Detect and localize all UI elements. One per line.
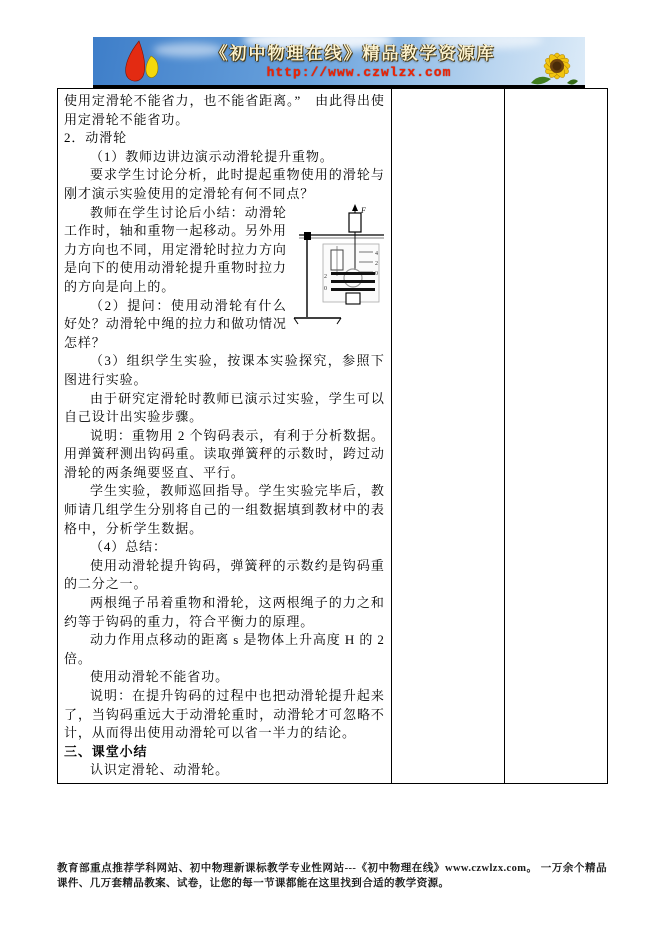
paragraph: （2）提问：使用动滑轮有什么好处？动滑轮中绳的拉力和做功情况怎样？: [64, 297, 287, 350]
footer-promo-text: 教育部重点推荐学科网站、初中物理新课标教学专业性网站---《初中物理在线》www.czwlzx.com。 一万余个精品课件、几万套精品教案、试卷，让您的每一节课都能在这里找到合适的教学资源。: [57, 863, 607, 889]
paragraph: （1）教师边讲边演示动滑轮提升重物。: [90, 148, 334, 164]
paragraph: （3）组织学生实验，按课本实验探究，参照下图进行实验。: [64, 353, 385, 387]
paragraph: 由于研究定滑轮时教师已演示过实验，学生可以自己设计出实验步骤。: [64, 390, 385, 425]
ruler-mark: 0: [323, 285, 327, 292]
paragraph: 学生实验，教师巡回指导。学生实验完毕后，教师请几组学生分别将自己的一组数据填到教材中的表格中，分析学生数据。: [64, 483, 385, 536]
paragraph: 认识定滑轮、动滑轮。: [90, 762, 230, 778]
paragraph: 两根绳子吊着重物和滑轮，这两根绳子的力之和约等于钩码的重力，符合平衡力的原理。: [64, 595, 385, 629]
paragraph: 使用动滑轮不能省功。: [90, 669, 230, 685]
site-banner: [93, 37, 585, 89]
ruler-mark: 2: [374, 260, 378, 267]
banner-url-link[interactable]: http://www.czwlzx.com: [266, 65, 452, 80]
section-heading: 三、课堂小结: [64, 743, 148, 759]
force-label: F: [360, 205, 366, 215]
empty-middle-cell: [391, 89, 505, 783]
paragraph: 使用动滑轮提升钩码，弹簧秤的示数约是钩码重的二分之一。: [64, 557, 385, 592]
paragraph: 说明：在提升钩码的过程中也把动滑轮提升起来了，当钩码重远大于动滑轮重时，动滑轮才可忽略不计，从而得出使用动滑轮可以省一半力的结论。: [64, 688, 385, 741]
paragraph: 要求学生讨论分析，此时提起重物使用的滑轮与刚才演示实验使用的定滑轮有何不同点？: [64, 167, 385, 201]
paragraph: 使用定滑轮不能省力，也不能省距离。” 由此得出使用定滑轮不能省功。: [64, 93, 385, 127]
ruler-mark: 2: [323, 273, 327, 280]
empty-right-cell: [504, 89, 607, 783]
teaching-process-cell: [58, 89, 391, 783]
ruler-mark: 0: [374, 270, 378, 277]
paragraph: （4）总结：: [90, 539, 167, 555]
ruler-mark: 4: [374, 250, 378, 257]
lesson-plan-table: [57, 88, 608, 784]
banner-title: 《初中物理在线》精品教学资源库: [210, 44, 496, 63]
paragraph: 2．动滑轮: [64, 130, 128, 146]
sunflower-icon: [521, 47, 579, 89]
paragraph: 动力作用点移动的距离 s 是物体上升高度 H 的 2 倍。: [64, 632, 385, 666]
pulley-experiment-figure: [293, 204, 385, 332]
paragraph: 教师在学生讨论后小结：动滑轮工作时，轴和重物一起移动。另外用力方向也不同，用定滑轮时拉力方向是向下的使用动滑轮提升重物时拉力的方向是向上的。: [64, 204, 287, 294]
paragraph: 说明：重物用 2 个钩码表示，有利于分析数据。用弹簧秤测出钩码重。读取弹簧秤的示数时，跨过动滑轮的两条绳要竖直、平行。: [64, 427, 385, 480]
